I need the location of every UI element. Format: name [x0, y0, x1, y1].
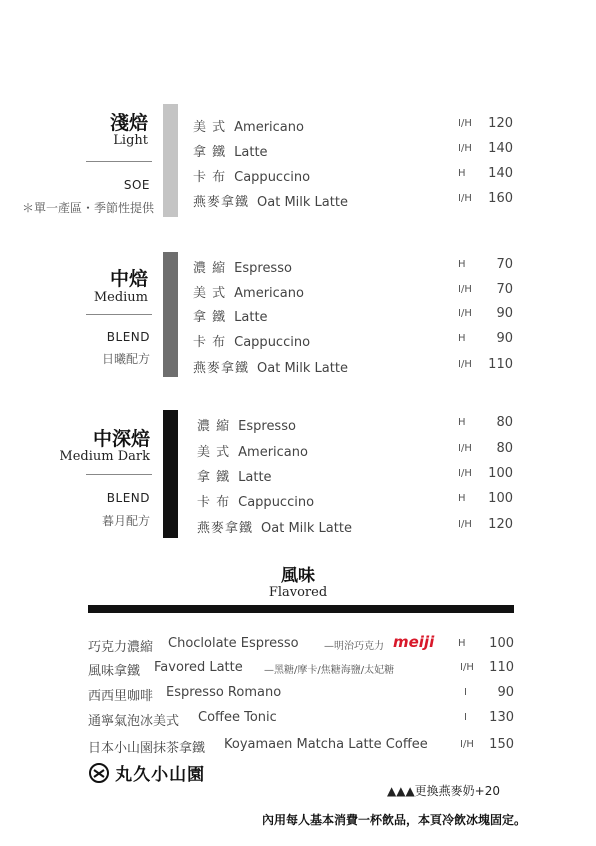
item-size: H — [458, 333, 466, 344]
item-name-en: Coffee Tonic — [198, 710, 277, 725]
section-subtitle: Medium — [93, 290, 148, 305]
item-name-zh: 日本小山園抹茶拿鐵 — [88, 741, 206, 756]
item-name-en: Cappuccino — [234, 170, 311, 185]
item-price: 100 — [488, 491, 513, 506]
item-name-en: Americano — [234, 286, 304, 301]
section-title: 風味 — [281, 566, 315, 586]
item-price: 150 — [489, 737, 514, 752]
item-size: I/H — [458, 118, 472, 129]
menu-item — [193, 331, 523, 353]
item-name-zh: 卡 布 — [193, 170, 227, 185]
item-name-en: Espresso — [238, 419, 296, 434]
item-name-zh: 卡 布 — [193, 335, 227, 350]
oat-milk-note: ▲▲▲更換燕麥奶+20 — [387, 784, 501, 798]
section-subtitle: Flavored — [268, 585, 328, 600]
item-name-zh: 拿 鐵 — [197, 470, 231, 485]
item-note: —黑糖/摩卡/焦糖海鹽/太妃糖 — [264, 665, 395, 676]
menu-item — [197, 415, 527, 437]
item-price: 70 — [496, 257, 513, 272]
item-name — [193, 257, 292, 276]
item-price: 110 — [489, 660, 514, 675]
koyamaen-logo-text: 丸久小山園 — [115, 765, 206, 785]
item-name-en: Latte — [234, 145, 268, 160]
item-name — [197, 441, 308, 460]
item-size: I — [464, 687, 467, 698]
item-size: I/H — [458, 284, 472, 295]
item-price: 130 — [489, 710, 514, 725]
item-price: 110 — [488, 357, 513, 372]
menu-item — [197, 517, 527, 539]
section-kind: BLEND — [106, 491, 150, 505]
section-divider — [88, 605, 514, 613]
item-name-en: Favored Latte — [154, 660, 243, 675]
item-size: I/H — [458, 468, 472, 479]
item-size: I/H — [458, 308, 472, 319]
menu-item — [193, 257, 523, 279]
item-name-zh: 濃 縮 — [197, 419, 231, 434]
item-name-zh: 卡 布 — [197, 495, 231, 510]
item-size: H — [458, 417, 466, 428]
roast-level-bar — [163, 410, 178, 538]
koyamaen-logo — [88, 760, 206, 785]
item-size: H — [458, 638, 466, 649]
item-price: 120 — [488, 116, 513, 131]
item-size: I/H — [460, 739, 474, 750]
menu-item — [193, 306, 523, 328]
section-note: 日曦配方 — [101, 352, 150, 366]
menu-item — [197, 466, 527, 488]
item-name-en: Latte — [234, 310, 268, 325]
item-name-en: Cappuccino — [234, 335, 311, 350]
menu-item — [193, 166, 523, 188]
item-price: 90 — [496, 331, 513, 346]
item-size: I — [464, 712, 467, 723]
item-name-zh: 拿 鐵 — [193, 145, 227, 160]
item-name-en: Oat Milk Latte — [257, 195, 348, 210]
section-title: 淺焙 — [109, 112, 148, 134]
item-name — [193, 191, 348, 210]
item-name-zh: 燕麥拿鐵 — [193, 195, 250, 210]
item-price: 90 — [497, 685, 514, 700]
section-note: ＊單一產區・季節性提供 — [21, 201, 154, 215]
item-price: 80 — [496, 441, 513, 456]
item-name-zh: 美 式 — [193, 120, 227, 135]
item-size: I/H — [460, 662, 474, 673]
item-name — [193, 306, 268, 325]
item-name-en: Americano — [238, 445, 308, 460]
item-name-zh: 風味拿鐵 — [88, 664, 141, 679]
item-size: H — [458, 493, 466, 504]
item-name — [193, 166, 310, 185]
list-item — [88, 660, 528, 682]
section-title: 中焙 — [109, 268, 148, 290]
item-size: H — [458, 168, 466, 179]
item-name-zh: 通寧氣泡冰美式 — [88, 714, 180, 729]
item-name-zh: 燕麥拿鐵 — [197, 521, 254, 536]
item-price: 140 — [488, 166, 513, 181]
item-name-zh: 美 式 — [193, 286, 227, 301]
section-divider — [86, 474, 152, 475]
item-name-zh: 美 式 — [197, 445, 231, 460]
menu-item — [193, 357, 523, 379]
section-kind: BLEND — [106, 330, 150, 344]
item-name — [193, 357, 348, 376]
item-size: I/H — [458, 193, 472, 204]
list-item — [88, 633, 528, 658]
menu-item — [193, 191, 523, 213]
section-kind: SOE — [123, 178, 150, 192]
item-name — [193, 282, 304, 301]
section-note: 暮月配方 — [101, 514, 150, 528]
item-name-en: Cappuccino — [238, 495, 315, 510]
item-price: 90 — [496, 306, 513, 321]
item-name — [193, 116, 304, 135]
meiji-logo: meiji — [393, 633, 435, 651]
section-subtitle: Medium Dark — [59, 449, 150, 464]
item-size: I/H — [458, 443, 472, 454]
item-name-en: Oat Milk Latte — [261, 521, 352, 536]
item-name-zh: 拿 鐵 — [193, 310, 227, 325]
item-size: H — [458, 259, 466, 270]
koyamaen-crest-icon — [88, 762, 110, 784]
item-name-en: Americano — [234, 120, 304, 135]
item-name-en: Espresso — [234, 261, 292, 276]
item-note: —明治巧克力 — [324, 641, 384, 652]
roast-level-bar — [163, 252, 178, 377]
item-price: 70 — [496, 282, 513, 297]
section-title: 中深焙 — [92, 428, 150, 450]
item-name — [193, 141, 268, 160]
item-name-zh: 巧克力濃縮 — [88, 640, 154, 655]
roast-level-bar — [163, 104, 178, 217]
list-item — [88, 737, 528, 759]
item-size: I/H — [458, 143, 472, 154]
section-subtitle: Light — [113, 133, 148, 148]
item-size: I/H — [458, 519, 472, 530]
item-price: 100 — [488, 466, 513, 481]
menu-item — [193, 116, 523, 138]
list-item — [88, 710, 528, 732]
item-name-en: Choclolate Espresso — [168, 636, 299, 651]
section-divider — [86, 161, 152, 162]
item-name-zh: 燕麥拿鐵 — [193, 361, 250, 376]
item-name — [197, 466, 272, 485]
item-name-en: Oat Milk Latte — [257, 361, 348, 376]
item-price: 160 — [488, 191, 513, 206]
item-price: 140 — [488, 141, 513, 156]
item-name-en: Espresso Romano — [166, 685, 282, 700]
section-divider — [86, 314, 152, 315]
item-name-en: Latte — [238, 470, 272, 485]
item-name-zh: 西西里咖啡 — [88, 689, 154, 704]
item-name — [193, 331, 310, 350]
menu-item — [193, 282, 523, 304]
menu-item — [197, 491, 527, 513]
item-name — [197, 415, 296, 434]
item-size: I/H — [458, 359, 472, 370]
policy-note: 內用每人基本消費一杯飲品，本頁冷飲冰塊固定。 — [262, 813, 527, 827]
item-name-en: Koyamaen Matcha Latte Coffee — [224, 737, 428, 752]
menu-item — [197, 441, 527, 463]
item-name — [197, 517, 352, 536]
item-name-zh: 濃 縮 — [193, 261, 227, 276]
list-item — [88, 685, 528, 707]
item-price: 100 — [489, 636, 514, 651]
menu-item — [193, 141, 523, 163]
item-price: 120 — [488, 517, 513, 532]
item-price: 80 — [496, 415, 513, 430]
item-name — [197, 491, 314, 510]
